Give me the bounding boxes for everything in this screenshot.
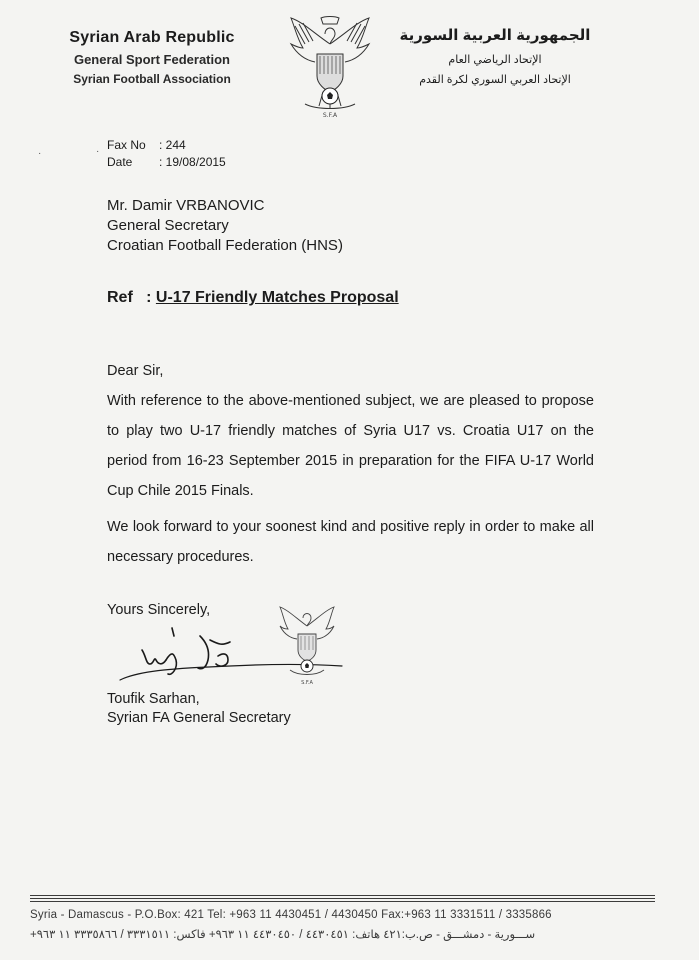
fax-value: : 244 [159, 138, 186, 152]
paper-speck: · [38, 148, 42, 159]
letterhead-english [62, 29, 242, 86]
letterhead-country: Syrian Arab Republic [69, 29, 235, 46]
body-paragraph-1: With reference to the above-mentioned subject, we are pleased to propose to play two U-17 friendly matches of Syria U17 vs. Croatia U17 on the period from 16-23 September 2015 in preparation for the FIFA U-17 World Cup Chile 2015 Finals. [107, 393, 594, 499]
eagle-crest-emblem [285, 14, 375, 119]
signer-name: Toufik Sarhan, [107, 691, 200, 707]
date-row [107, 154, 226, 171]
fax-label: Fax No [107, 138, 146, 152]
valediction: Yours Sincerely, [107, 602, 211, 618]
recipient-name: Mr. Damir VRBANOVIC [107, 197, 265, 214]
ref-subject: U-17 Friendly Matches Proposal [155, 289, 399, 306]
ref-label: Ref [107, 289, 133, 306]
paper-speck: · [96, 146, 100, 157]
letterhead-association-arabic: الإتحاد العربي السوري لكرة القدم [419, 74, 571, 86]
body-paragraph-2: We look forward to your soonest kind and positive reply in order to make all necessary procedures. [107, 519, 594, 565]
reference-line [107, 289, 399, 307]
footer-contact-arabic: ســـورية - دمشـــق - ص.ب:٤٢١ هاتف: ٤٤٣٠٤٥١ / ٤٤٣٠٤٥٠ ١١ ٩٦٣+ فاكس: ٣٣٣١٥١١ / ٣٣٣٥٨٦٦ ١١ ٩٦٣+ [30, 929, 536, 941]
salutation: Dear Sir, [107, 363, 164, 379]
letterhead-federation-arabic: الإتحاد الرياضي العام [448, 54, 542, 66]
letterhead-federation: General Sport Federation [73, 52, 231, 67]
fax-block [107, 137, 226, 171]
stamp-emblem [276, 604, 338, 688]
footer-contact-english: Syria - Damascus - P.O.Box: 421 Tel: +963 11 4430451 / 4430450 Fax:+963 11 3331511 / 3335866 [30, 909, 552, 921]
signer-title: Syrian FA General Secretary [107, 710, 291, 726]
date-label: Date [107, 155, 133, 169]
signer-block [107, 690, 291, 728]
svg-text:S.F.A: S.F.A [301, 680, 313, 686]
recipient-title: General Secretary [107, 217, 229, 234]
recipient-block [107, 196, 343, 256]
ref-colon: : [146, 289, 152, 306]
letter-body [107, 356, 594, 572]
letterhead-country-arabic: الجمهورية العربية السورية [399, 27, 591, 44]
fax-row [107, 137, 226, 154]
svg-text:S.F.A: S.F.A [322, 112, 338, 119]
letterhead-arabic [395, 26, 595, 86]
footer-divider [30, 895, 655, 903]
recipient-organization: Croatian Football Federation (HNS) [107, 237, 343, 254]
letterhead-association: Syrian Football Association [73, 72, 231, 86]
date-value: : 19/08/2015 [159, 155, 226, 169]
